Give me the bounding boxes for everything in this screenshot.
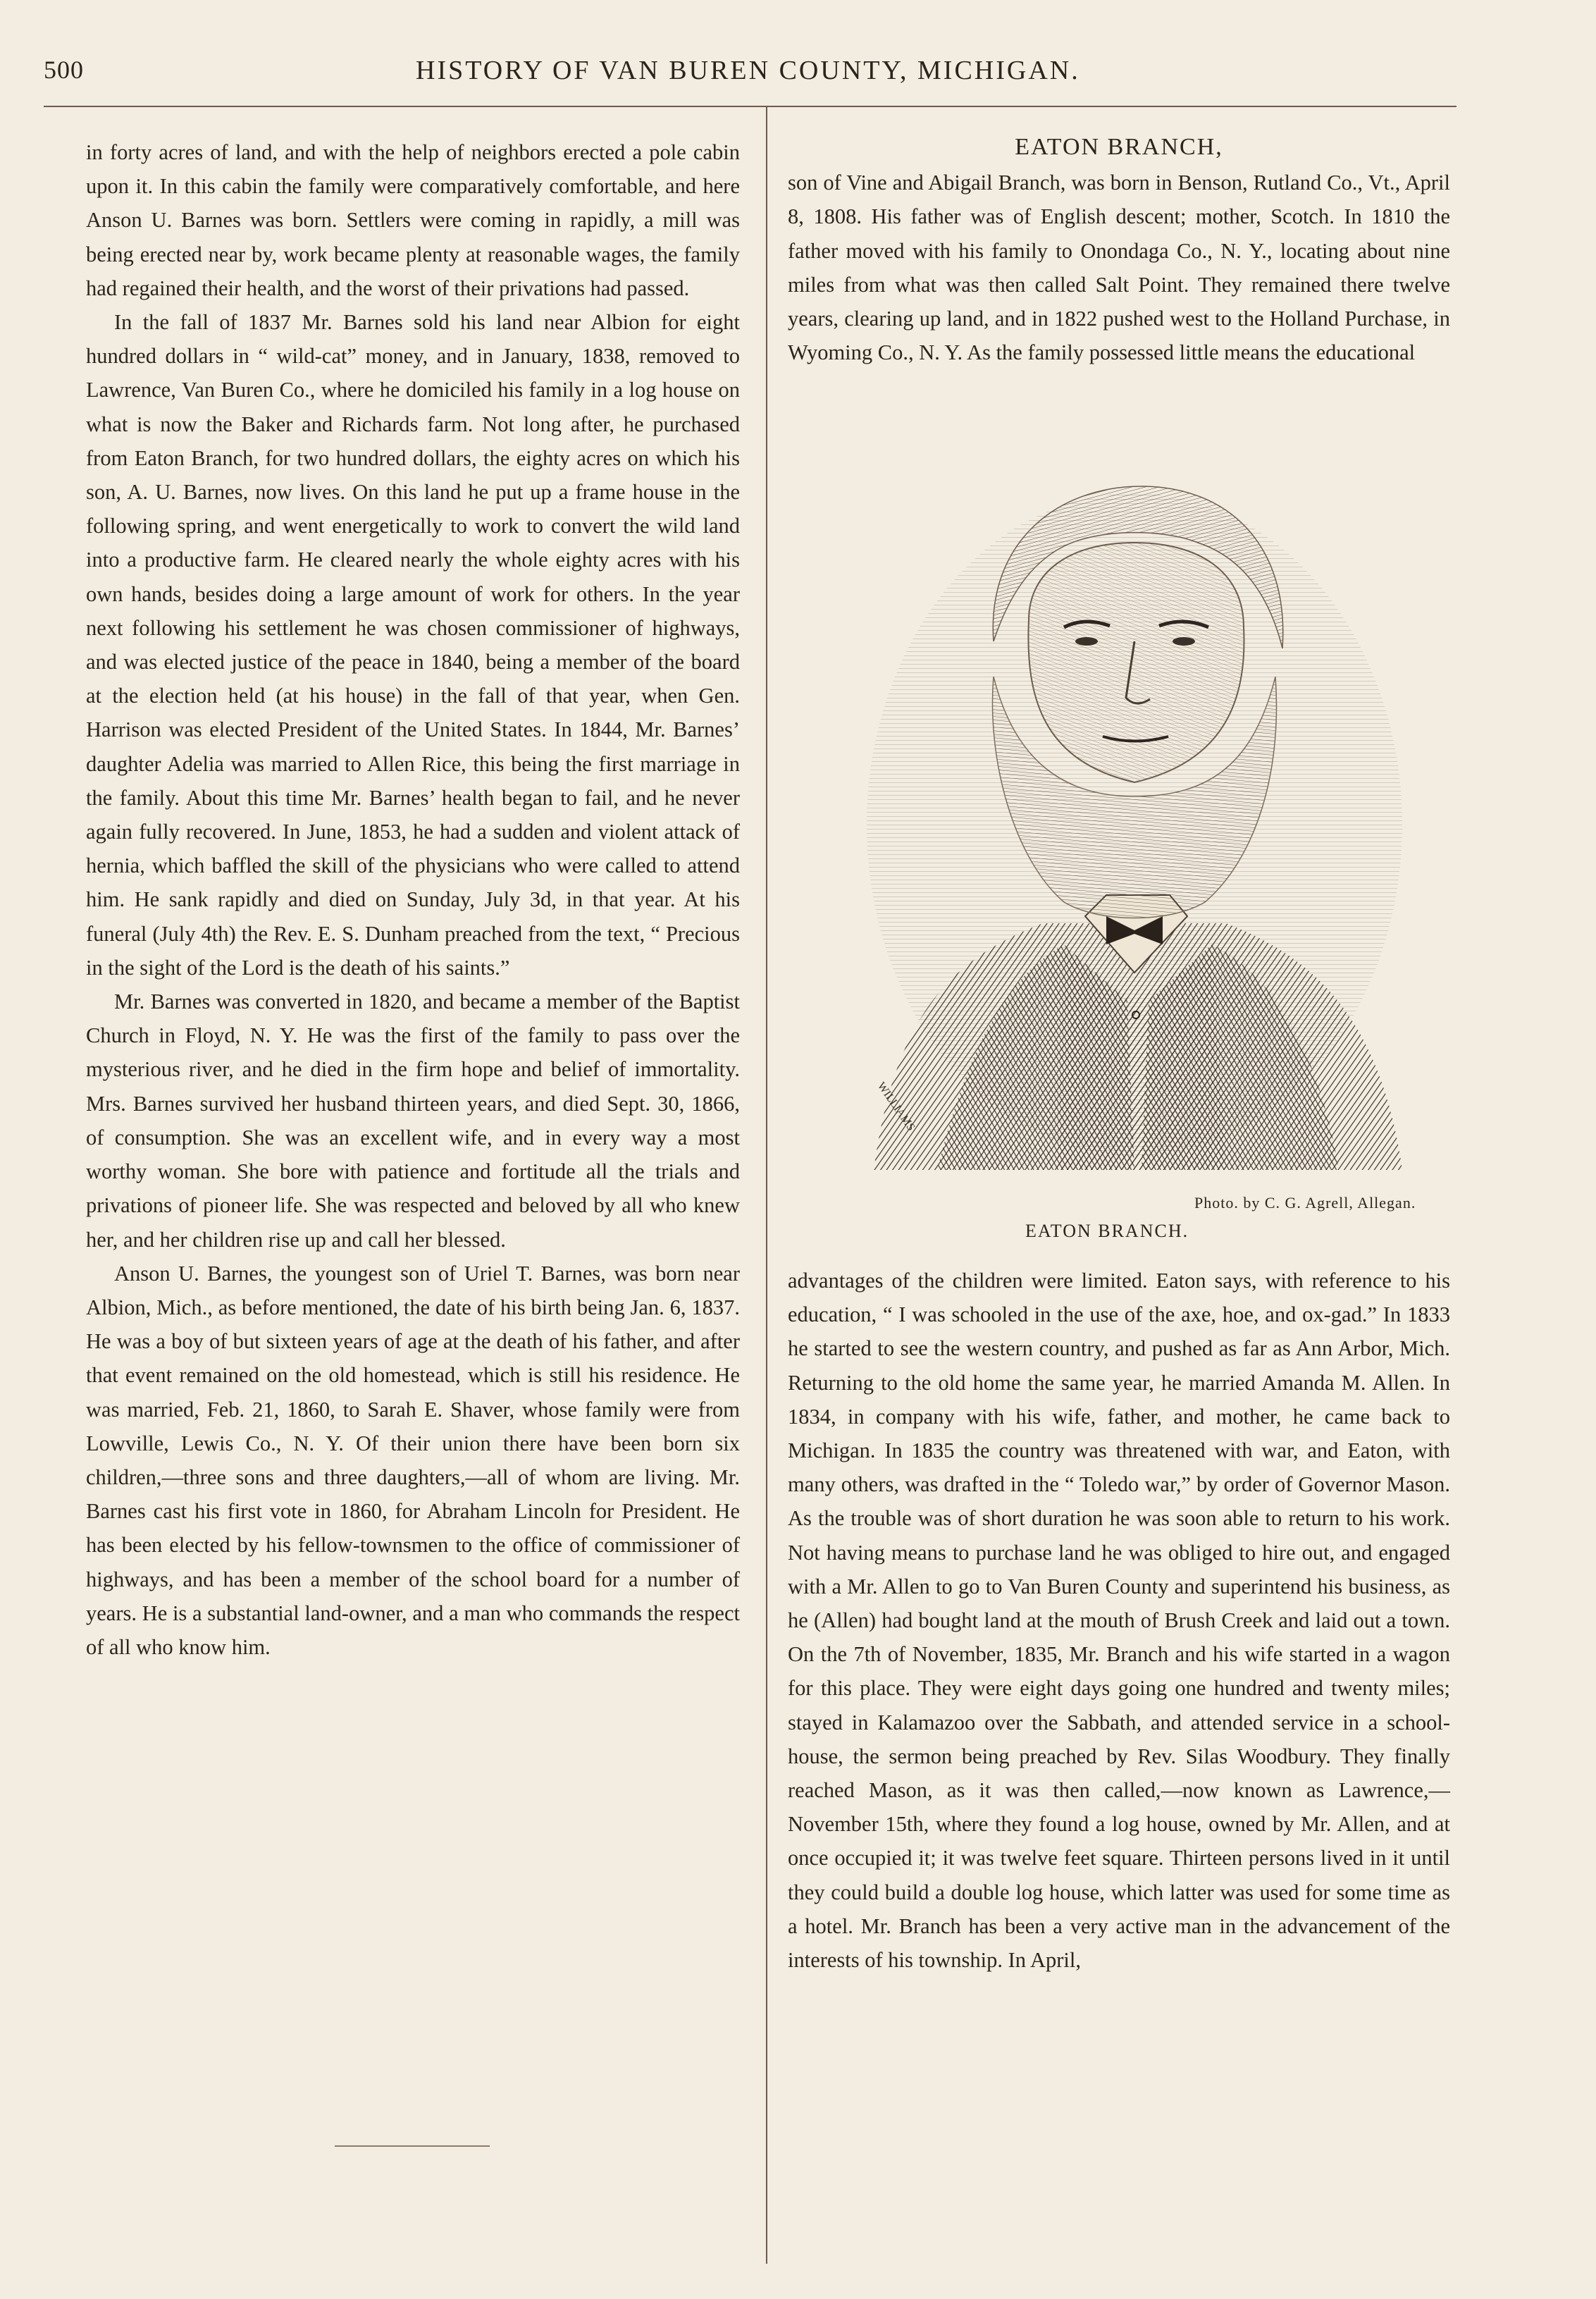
page-number: 500 [44,56,84,84]
section-end-rule [335,2145,490,2147]
right-paragraph-top: son of Vine and Abigail Branch, was born in Benson, Rutland Co., Vt., April 8, 1808. His father was of English descent; mother, Scotch. In 1810 the father moved with his family to Onondaga Co., N. Y., locating about nine miles from what was then called Salt Point. They remained there twelve years, clearing up land, and in 1822 pushed west to the Holland Purchase, in Wyoming Co., N. Y. As the family possessed little means the educational [788,171,1450,365]
engraver-signature: WILLIAMS [874,1080,917,1133]
running-title: HISTORY OF VAN BUREN COUNTY, MICHIGAN. [416,56,1080,85]
left-column [86,135,740,1664]
left-paragraph-2: In the fall of 1837 Mr. Barnes sold his land near Albion for eight hundred dollars in “ wild-cat” money, and in January, 1838, removed to Lawrence, Van Buren Co., where he domiciled his family in a log house on what is now the Baker and Richards farm. Not long after, he purchased from Eaton Branch, for two hundred dollars, the eighty acres on which his son, A. U. Barnes, now lives. On this land he put up a frame house in the following spring, and went energetically to work to convert the wild land into a productive farm. He cleared nearly the whole eighty acres with his own hands, besides doing a large amount of work for others. In the year next following his settlement he was chosen commissioner of highways, and was elected justice of the peace in 1840, being a member of the board at the election held (at his house) in the fall of that year, when Gen. Harrison was elected President of the United States. In 1844, Mr. Barnes’ daughter Adelia was married to Allen Rice, this being the first marriage in the family. About this time Mr. Barnes’ health began to fail, and he never again fully recovered. In June, 1853, he had a sudden and violent attack of hernia, which baffled the skill of the physicians who were called to attend him. He sank rapidly and died on Sunday, July 3d, in that year. At his funeral (July 4th) the Rev. E. S. Dunham preached from the text, “ Precious in the sight of the Lord is the death of his saints.” [86,310,740,980]
left-paragraph-4: Anson U. Barnes, the youngest son of Uriel T. Barnes, was born near Albion, Mich., as before mentioned, the date of his birth being Jan. 6, 1837. He was a boy of but sixteen years of age at the death of his father, and after that event remained on the old homestead, which is still his residence. He was married, Feb. 21, 1860, to Sarah E. Shaver, whose family were from Lowville, Lewis Co., N. Y. Of their union there have been born six children,—three sons and three daughters,—all of whom are living. Mr. Barnes cast his first vote in 1860, for Abraham Lincoln for President. He has been elected by his fellow-townsmen to the office of commissioner of highways, and has been a member of the school board for a number of years. He is a substantial land-owner, and a man who commands the respect of all who know him. [86,1261,740,1659]
header-rule [44,106,1456,107]
right-column-bottom [788,1264,1450,1977]
left-paragraph-1: in forty acres of land, and with the help of neighbors erected a pole cabin upon it. In this cabin the family were comparatively comfortable, and here Anson U. Barnes was born. Settlers were coming in rapidly, a mill was being erected near by, work became plenty at reasonable wages, the family had regained their health, and the worst of their privations had passed. [86,140,740,300]
biography-heading: EATON BRANCH, [1015,134,1223,160]
left-paragraph-3: Mr. Barnes was converted in 1820, and became a member of the Baptist Church in Floyd, N. Y. He was the first of the family to pass over the mysterious river, and he died in the firm hope and belief of immortality. Mrs. Barnes survived her husband thirteen years, and died Sept. 30, 1866, of consumption. She was an excellent wife, and in every way a most worthy woman. She bore with patience and fortitude all the trials and privations of pioneer life. She was respected and beloved by all who knew her, and her children rise up and call her blessed. [86,990,740,1252]
right-column-top [788,130,1450,369]
right-paragraph-bottom: advantages of the children were limited. Eaton says, with reference to his education, “ I was schooled in the use of the axe, hoe, and ox-gad.” In 1833 he started to see the western country, and pushed as far as Ann Arbor, Mich. Returning to the old home the same year, he married Amanda M. Allen. In 1834, in company with his wife, father, and mother, he came back to Michigan. In 1835 the country was threatened with war, and Eaton, with many others, was drafted in the “ Toledo war,” by order of Governor Mason. As the trouble was of short duration he was soon able to return to his work. Not having means to purchase land he was obliged to hire out, and engaged with a Mr. Allen to go to Van Buren County and superintend his business, as he (Allen) had bought land at the mouth of Brush Creek and laid out a town. On the 7th of November, 1835, Mr. Branch and his wife started in a wagon for this place. They were eight days going one hundred and twenty miles; stayed in Kalamazoo over the Sabbath, and attended service in a school-house, the sermon being preached by Rev. Silas Woodbury. They finally reached Mason, as it was then called,—now known as Lawrence,—November 15th, where they found a log house, owned by Mr. Allen, and at once occupied it; it was twelve feet square. Thirteen persons lived in it until they could build a double log house, which latter was used for some time as a hotel. Mr. Branch has been a very active man in the advancement of the interests of his township. In April, [788,1269,1450,1973]
portrait-engraving [831,465,1445,1184]
portrait-caption: EATON BRANCH. [1025,1221,1189,1241]
photo-credit: Photo. by C. G. Agrell, Allegan. [1194,1194,1416,1212]
column-divider [766,107,767,2264]
